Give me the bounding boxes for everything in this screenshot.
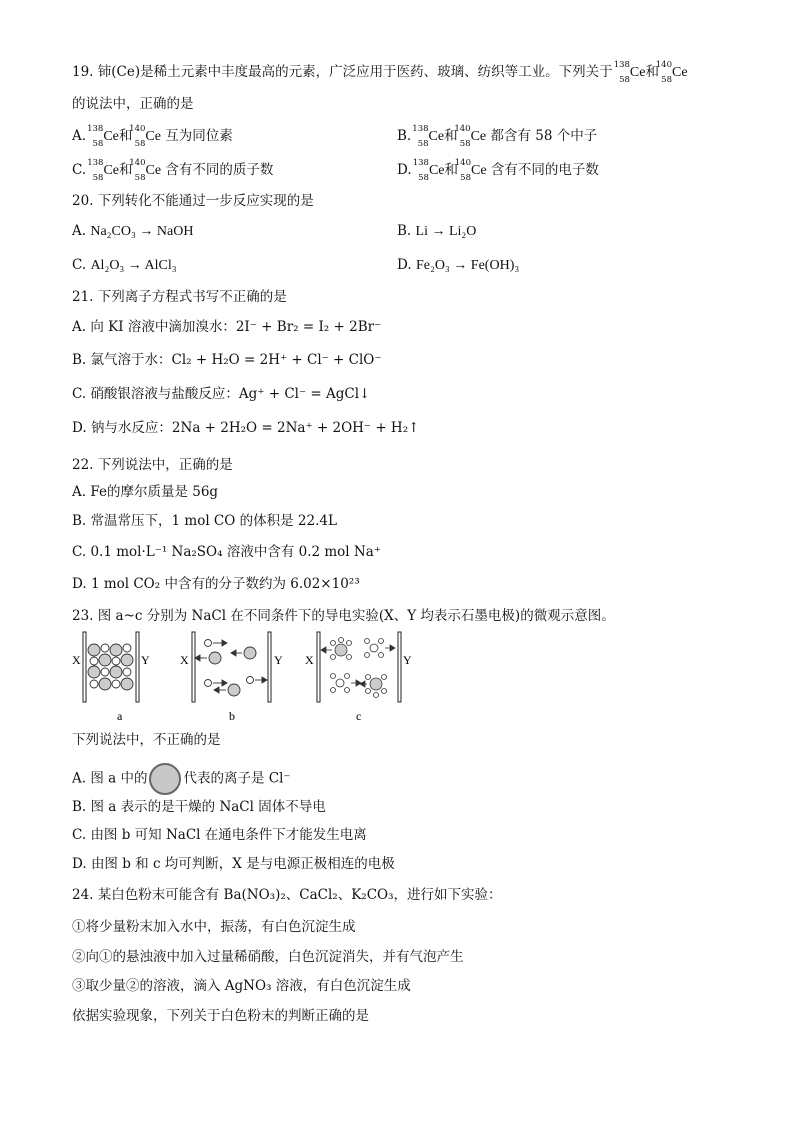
q19-stem-line2: 的说法中，正确的是 [72,96,194,112]
q24-step-2: ②向①的悬浊液中加入过量稀硝酸，白色沉淀消失，并有气泡产生 [72,949,464,965]
panel-c-x-electrode [317,632,320,702]
panel-a-y-electrode [136,632,139,702]
q24-stem: 24. 某白色粉末可能含有 Ba(NO₃)₂、CaCl₂、K₂CO₃，进行如下实验： [72,887,502,903]
q19-stem-line1: 19. 铈(Ce)是稀土元素中丰度最高的元素，广泛应用于医药、玻璃、纺织等工业。下列关于 138 58 Ce和 140 58 Ce [72,59,688,85]
q19-option-c: C. 138 58 Ce和 140 58 Ce 含有不同的质子数 [72,157,274,183]
panel-a-x-label: X [72,653,81,667]
panel-b-y-label: Y [274,653,283,667]
q20-option-c: C. Al₂O₃ → AlCl₃ [72,257,177,273]
q21-stem: 21. 下列离子方程式书写不正确的是 [72,289,287,305]
conductivity-diagram [72,628,432,728]
q23-option-c: C. 由图 b 可知 NaCl 在通电条件下才能发生电离 [72,827,367,843]
q19-option-b: B. 138 58 Ce和 140 58 Ce 都含有 58 个中子 [397,123,598,149]
panel-c-y-electrode [398,632,401,702]
q21-option-b: B. 氯气溶于水：Cl₂ + H₂O = 2H⁺ + Cl⁻ + ClO⁻ [72,352,382,368]
panel-c-label: c [356,709,362,723]
panel-c [305,632,412,723]
q22-option-b: B. 常温常压下，1 mol CO 的体积是 22.4L [72,513,337,529]
q23-option-a: A. 图 a 中的 代表的离子是 Cl⁻ [72,763,291,795]
q23-stem: 23. 图 a~c 分别为 NaCl 在不同条件下的导电实验(X、Y 均表示石墨电极)的微观示意图。 [72,608,615,624]
ce138-isotope: 138 58 [613,59,630,85]
panel-b-x-label: X [180,653,189,667]
q24-conclusion: 依据实验现象，下列关于白色粉末的判断正确的是 [72,1008,369,1024]
q19-option-a: A. 138 58 Ce和 140 58 Ce 互为同位素 [72,123,233,149]
q22-stem: 22. 下列说法中，正确的是 [72,457,233,473]
q23-option-d: D. 由图 b 和 c 均可判断，X 是与电源正极相连的电极 [72,856,395,872]
panel-b-x-electrode [192,632,195,702]
q19-stem-text: 19. 铈(Ce)是稀土元素中丰度最高的元素，广泛应用于医药、玻璃、纺织等工业。下列关于 [72,64,613,80]
panel-c-y-label: Y [403,653,412,667]
q21-option-d: D. 钠与水反应：2Na + 2H₂O = 2Na⁺ + 2OH⁻ + H₂↑ [72,420,420,436]
panel-b-y-electrode [268,632,271,702]
q23-option-b: B. 图 a 表示的是干燥的 NaCl 固体不导电 [72,799,326,815]
q22-option-a: A. Fe的摩尔质量是 56g [72,484,219,500]
q20-option-b: B. Li → Li₂O [397,223,477,239]
ce140-isotope: 140 58 [655,59,672,85]
panel-b-label: b [229,709,235,723]
panel-b [180,632,283,723]
q21-option-c: C. 硝酸银溶液与盐酸反应：Ag⁺ + Cl⁻ = AgCl↓ [72,386,371,402]
q24-step-1: ①将少量粉末加入水中，振荡，有白色沉淀生成 [72,919,356,935]
q20-option-d: D. Fe₂O₃ → Fe(OH)₃ [397,257,520,273]
q20-stem: 20. 下列转化不能通过一步反应实现的是 [72,193,314,209]
q21-option-a: A. 向 KI 溶液中滴加溴水：2I⁻ + Br₂ = I₂ + 2Br⁻ [72,319,382,335]
q22-option-c: C. 0.1 mol·L⁻¹ Na₂SO₄ 溶液中含有 0.2 mol Na⁺ [72,544,381,560]
panel-a-x-electrode [83,632,86,702]
panel-a-y-label: Y [141,653,150,667]
large-ion-circle-icon [149,763,181,795]
q23-sub-stem: 下列说法中，不正确的是 [72,732,221,748]
panel-a [72,632,150,723]
panel-c-x-label: X [305,653,314,667]
q22-option-d: D. 1 mol CO₂ 中含有的分子数约为 6.02×10²³ [72,576,360,592]
q24-step-3: ③取少量②的溶液，滴入 AgNO₃ 溶液，有白色沉淀生成 [72,978,411,994]
q20-option-a: A. Na₂CO₃ → NaOH [72,223,194,239]
q19-option-d: D. 138 58 Ce和 140 58 Ce 含有不同的电子数 [397,157,599,183]
panel-a-label: a [117,709,123,723]
